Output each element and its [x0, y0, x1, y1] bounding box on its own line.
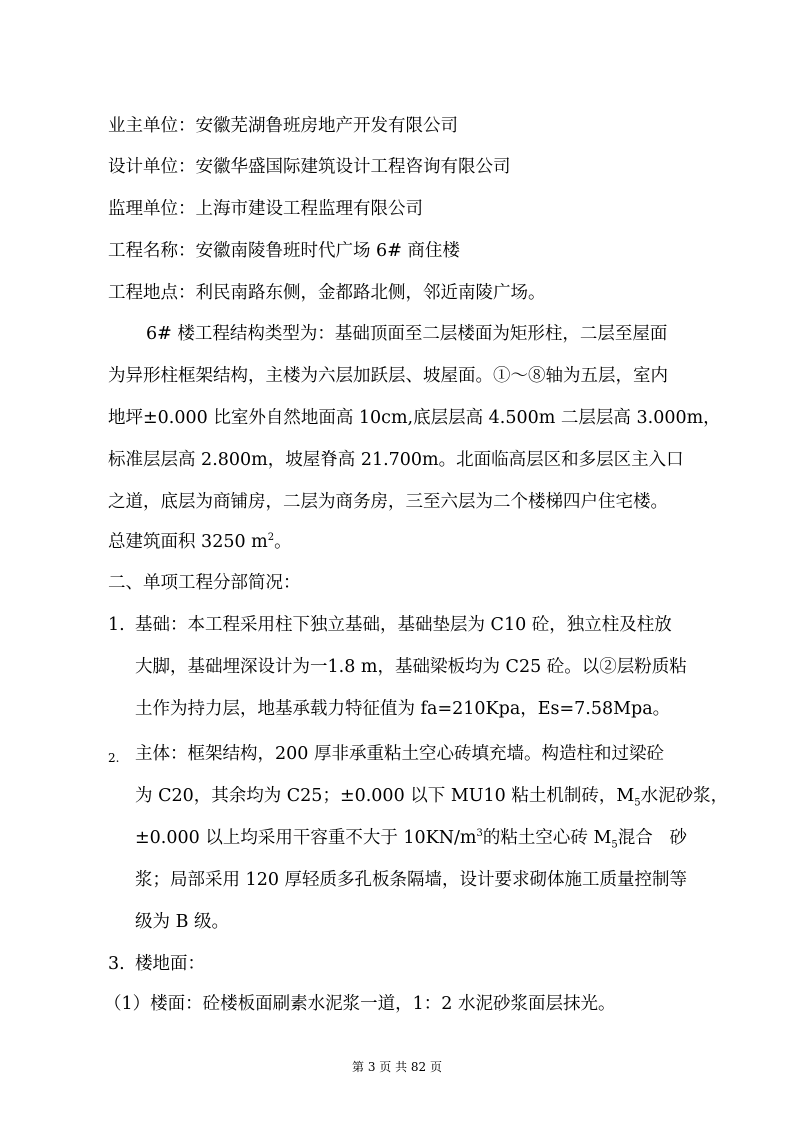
project-name-line: [108, 239, 460, 263]
supervision-unit-label: 监理单位：: [108, 199, 196, 219]
project-location-line: [108, 281, 546, 305]
overview-line-1: 6# 楼工程结构类型为：基础顶面至二层楼面为矩形柱，二层至屋面: [146, 324, 668, 344]
main-line-3-superscript: 3: [476, 828, 483, 840]
main-line-3-text-c: 混合 砂: [617, 828, 687, 848]
area-end: 。: [274, 532, 292, 552]
main-line-2-text-b: 水泥砂浆，: [640, 786, 729, 806]
main-line-3: [135, 826, 687, 850]
area-superscript: 2: [267, 532, 275, 544]
project-location-value: 利民南路东侧，金都路北侧，邻近南陵广场。: [195, 283, 546, 303]
main-line-4: 浆；局部采用 120 厚轻质多孔板条隔墙，设计要求砌体施工质量控制等: [135, 870, 688, 890]
floor-title: 楼地面：: [135, 954, 205, 974]
item-2-number: 2.: [108, 751, 120, 765]
item-1-number: 1.: [108, 615, 125, 635]
owner-unit-line: [108, 114, 458, 138]
main-line-2-text-a: 为 C20，其余均为 C25；±0.000 以下 MU10 粘土机制砖，M: [135, 786, 635, 806]
area-text: 总建筑面积 3250 m: [108, 532, 268, 552]
main-line-3-text-a: ±0.000 以上均采用干容重不大于 10KN/m: [135, 828, 477, 848]
main-line-5: 级为 B 级。: [135, 912, 229, 932]
overview-line-2: 为异形柱框架结构，主楼为六层加跃层、坡屋面。①～⑧轴为五层，室内: [108, 366, 668, 386]
main-line-3-text-b: 的粘土空心砖 M: [482, 828, 612, 848]
foundation-line-1: 基础：本工程采用柱下独立基础，基础垫层为 C10 砼，独立柱及柱放: [135, 615, 672, 635]
section-2-heading: 二、单项工程分部简况：: [108, 573, 301, 593]
design-unit-line: [108, 155, 511, 179]
floor-subitem-1: （1）楼面：砼楼板面刷素水泥浆一道，1：2 水泥砂浆面层抹光。: [104, 994, 616, 1014]
owner-unit-label: 业主单位：: [108, 116, 196, 136]
project-name-value: 安徽南陵鲁班时代广场 6# 商住楼: [195, 241, 460, 261]
foundation-line-3: 土作为持力层，地基承载力特征值为 fa=210Kpa，Es=7.58Mpa。: [135, 699, 671, 719]
main-line-3-subscript: 5: [611, 839, 618, 851]
project-name-label: 工程名称：: [108, 241, 196, 261]
foundation-line-2: 大脚，基础埋深设计为一1.8 m，基础梁板均为 C25 砼。以②层粉质粘: [135, 657, 687, 677]
project-location-label: 工程地点：: [108, 283, 196, 303]
main-line-1: 主体：框架结构，200 厚非承重粘土空心砖填充墙。构造柱和过梁砼: [135, 744, 664, 764]
item-3-number: 3.: [108, 954, 125, 974]
main-line-2: [135, 784, 728, 808]
main-line-2-subscript: 5: [634, 797, 641, 809]
supervision-unit-line: [108, 197, 423, 221]
overview-line-4: 标准层层高 2.800m，坡屋脊高 21.700m。北面临高层区和多层区主入口: [108, 450, 684, 470]
page-footer: 第 3 页 共 82 页: [352, 1060, 442, 1074]
design-unit-value: 安徽华盛国际建筑设计工程咨询有限公司: [195, 157, 511, 177]
overview-line-3: 地坪±0.000 比室外自然地面高 10cm,底层层高 4.500m 二层层高 3.000m，: [108, 408, 721, 428]
supervision-unit-value: 上海市建设工程监理有限公司: [195, 199, 423, 219]
design-unit-label: 设计单位：: [108, 157, 196, 177]
overview-line-5: 之道，底层为商铺房，二层为商务房，三至六层为二个楼梯四户住宅楼。: [108, 492, 668, 512]
owner-unit-value: 安徽芜湖鲁班房地产开发有限公司: [195, 116, 458, 136]
overview-area-line: [108, 530, 292, 554]
